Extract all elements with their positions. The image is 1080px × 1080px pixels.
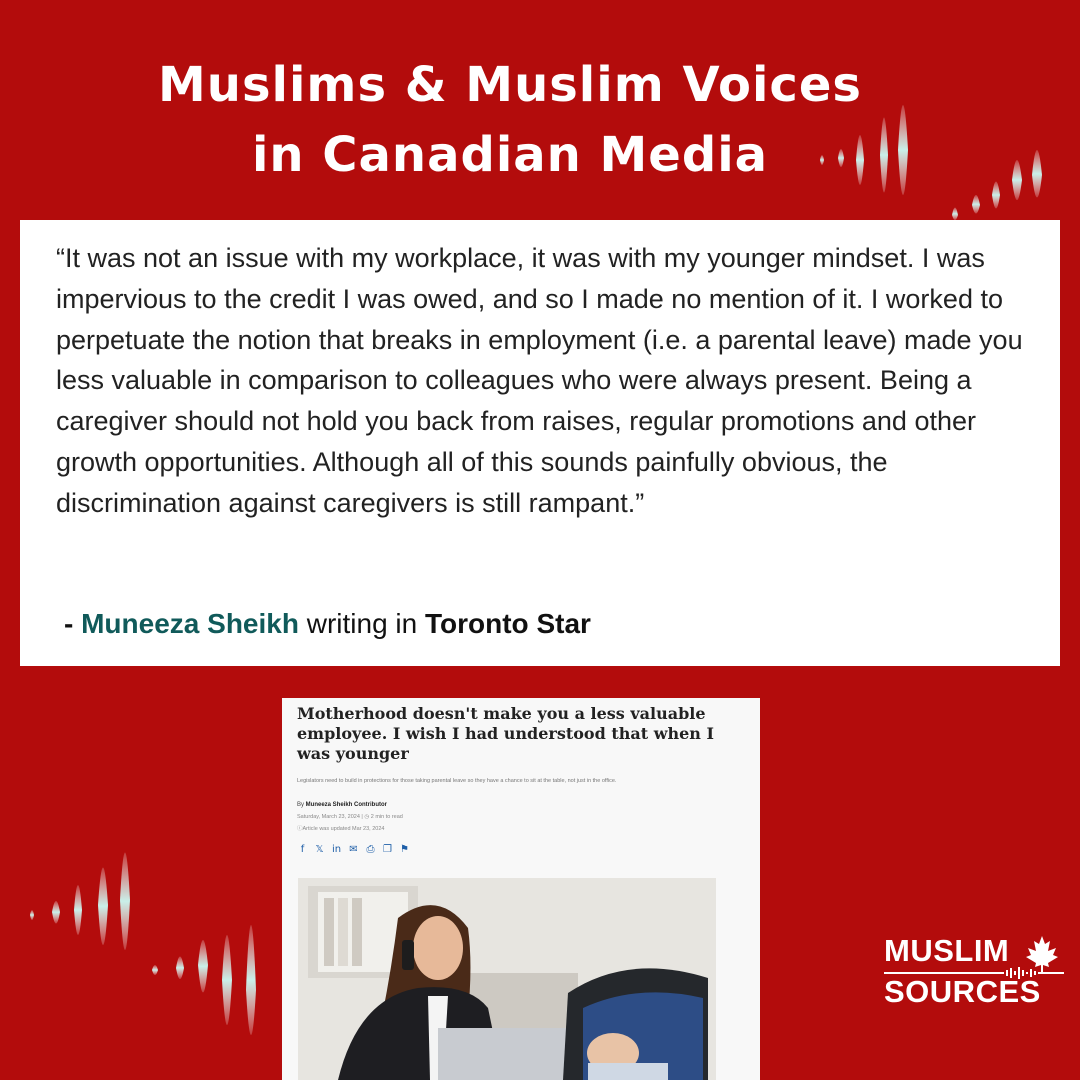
copy-icon[interactable]: ❐ [383, 844, 392, 855]
facebook-icon[interactable]: f [300, 844, 305, 855]
logo-line-1: MUSLIM [884, 933, 1010, 968]
email-icon[interactable]: ✉ [349, 844, 358, 855]
linkedin-icon[interactable]: in [331, 844, 342, 855]
article-date: Saturday, March 23, 2024 [297, 814, 360, 820]
article-screenshot [282, 698, 760, 1080]
clock-icon: ◷ [364, 814, 370, 820]
quote-attribution [64, 608, 591, 640]
separator: | [361, 814, 365, 820]
muslim-sources-logo [884, 934, 1064, 1014]
read-time: 2 min to read [370, 814, 403, 820]
print-icon[interactable]: ⎙ [366, 844, 375, 855]
attribution-connector: writing in [298, 608, 425, 639]
article-date-row [297, 814, 746, 820]
article-photo [298, 878, 716, 1080]
quote-card [20, 220, 1060, 666]
title-line-2: in Canadian Media [251, 127, 769, 183]
author-name: Muneeza Sheikh [81, 608, 299, 639]
article-byline [297, 802, 746, 808]
article-updated-row [297, 824, 746, 832]
bookmark-icon[interactable]: ⚑ [400, 844, 409, 855]
x-icon[interactable]: 𝕏 [315, 844, 324, 855]
attribution-dash: - [64, 608, 82, 639]
share-bar [297, 844, 746, 855]
logo-line-2: SOURCES [884, 974, 1041, 1009]
article-headline: Motherhood doesn't make you a less valuable employee. I wish I had understood that when I was younger [297, 704, 714, 763]
byline-author: Muneeza Sheikh Contributor [305, 802, 388, 808]
article-updated: Article was updated Mar 23, 2024 [302, 826, 385, 832]
page-title [0, 50, 1020, 190]
article-subdeck: Legislators need to build in protections for those taking parental leave so they have a chance to sit at the table, not just in the office. [297, 778, 617, 784]
quote-text: “It was not an issue with my workplace, it was with my younger mindset. I was impervious to the credit I was owed, and so I made no mention of it. I worked to perpetuate the notion that breaks in employment (i.e. a parental leave) made you less valuable in comparison to colleagues who were always present. Being a caregiver should not hold you back from raises, regular promotions and other growth opportunities. Although all of this sounds painfully obvious, the discrimination against caregivers is still rampant.” [56, 243, 1023, 518]
byline-prefix: By [297, 802, 306, 808]
outlet-name: Toronto Star [425, 608, 591, 639]
info-icon: ⓘ [297, 826, 303, 832]
title-line-1: Muslims & Muslim Voices [158, 57, 862, 113]
